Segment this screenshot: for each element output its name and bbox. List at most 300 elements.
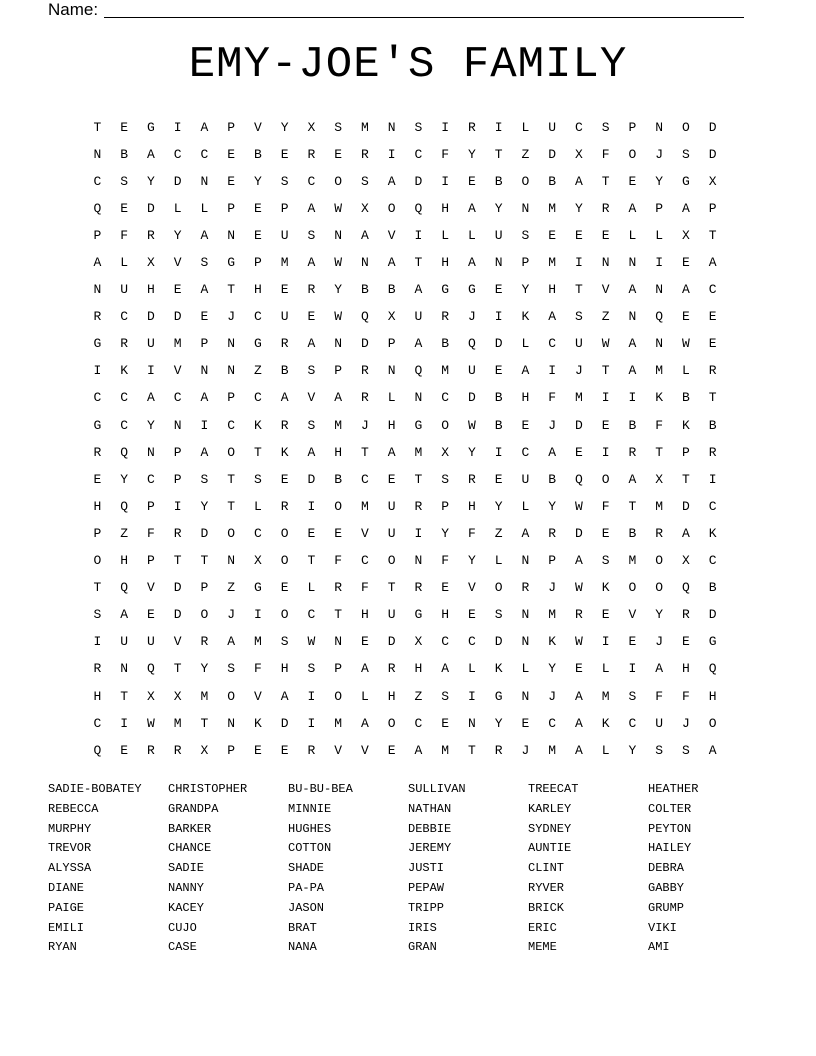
grid-letter: F — [655, 417, 664, 433]
grid-letter: V — [467, 580, 476, 596]
grid-letter: P — [548, 553, 557, 569]
grid-letter: A — [387, 255, 396, 271]
grid-letter: R — [307, 282, 316, 298]
grid-letter: D — [387, 634, 396, 650]
grid-letter: P — [146, 553, 155, 569]
grid-letter: A — [307, 444, 316, 460]
grid-letter: M — [548, 255, 557, 271]
word-item: AMI — [648, 940, 670, 955]
grid-letter: H — [441, 607, 450, 623]
grid-letter: E — [307, 525, 316, 541]
grid-letter: O — [655, 553, 664, 569]
grid-letter: W — [574, 580, 583, 596]
grid-letter: E — [467, 173, 476, 189]
grid-letter: M — [280, 255, 289, 271]
word-item: TREECAT — [528, 782, 579, 796]
grid-letter: T — [173, 553, 182, 569]
grid-letter: C — [360, 471, 369, 487]
grid-letter: R — [334, 580, 343, 596]
grid-letter: Y — [548, 498, 557, 514]
grid-letter: K — [681, 417, 690, 433]
grid-letter: E — [227, 146, 236, 162]
word-item: CHANCE — [168, 841, 212, 856]
grid-letter: Q — [93, 742, 102, 758]
grid-letter: O — [521, 173, 530, 189]
grid-letter: E — [441, 580, 450, 596]
grid-letter: R — [93, 444, 102, 460]
grid-letter: P — [173, 471, 182, 487]
grid-letter: O — [280, 607, 289, 623]
grid-letter: E — [334, 146, 343, 162]
grid-letter: J — [227, 309, 236, 325]
grid-letter: L — [601, 661, 610, 677]
grid-letter: A — [200, 119, 209, 135]
grid-letter: U — [387, 498, 396, 514]
grid-letter: B — [494, 390, 503, 406]
grid-letter: G — [227, 255, 236, 271]
grid-letter: E — [494, 363, 503, 379]
word-item: KARLEY — [528, 801, 572, 816]
grid-letter: E — [628, 173, 637, 189]
grid-letter: Y — [146, 417, 155, 433]
grid-letter: K — [253, 715, 262, 731]
grid-letter: C — [574, 119, 583, 135]
grid-letter: N — [655, 336, 664, 352]
grid-letter: Q — [414, 200, 423, 216]
grid-letter: M — [628, 553, 637, 569]
grid-row — [84, 114, 726, 141]
grid-letter: T — [307, 553, 316, 569]
grid-letter: R — [146, 742, 155, 758]
grid-letter: I — [307, 688, 316, 704]
grid-row — [84, 548, 726, 575]
grid-letter: R — [307, 742, 316, 758]
grid-letter: O — [280, 525, 289, 541]
grid-letter: R — [93, 309, 102, 325]
grid-letter: L — [521, 661, 530, 677]
grid-letter: S — [681, 742, 690, 758]
grid-letter: E — [120, 742, 129, 758]
grid-letter: L — [441, 227, 450, 243]
grid-letter: E — [601, 525, 610, 541]
grid-letter: E — [93, 471, 102, 487]
grid-letter: J — [227, 607, 236, 623]
grid-letter: H — [120, 553, 129, 569]
grid-letter: N — [467, 715, 476, 731]
grid-letter: Z — [414, 688, 423, 704]
grid-letter: H — [280, 661, 289, 677]
grid-row — [84, 493, 726, 520]
word-item: JASON — [288, 900, 325, 915]
grid-letter: H — [681, 661, 690, 677]
word-item: GRAN — [408, 940, 437, 955]
grid-letter: K — [521, 309, 530, 325]
grid-letter: G — [414, 417, 423, 433]
word-item: MURPHY — [48, 821, 92, 836]
grid-letter: A — [708, 255, 717, 271]
word-item: SADIE — [168, 861, 205, 876]
grid-letter: N — [521, 607, 530, 623]
grid-letter: G — [414, 607, 423, 623]
grid-letter: E — [681, 255, 690, 271]
grid-letter: D — [574, 525, 583, 541]
grid-letter: A — [227, 634, 236, 650]
grid-letter: C — [414, 715, 423, 731]
grid-letter: U — [521, 471, 530, 487]
grid-letter: L — [467, 661, 476, 677]
grid-letter: N — [227, 715, 236, 731]
grid-letter: X — [655, 471, 664, 487]
grid-letter: M — [414, 444, 423, 460]
grid-letter: E — [601, 227, 610, 243]
grid-letter: Z — [120, 525, 129, 541]
grid-letter: I — [146, 363, 155, 379]
grid-letter: C — [253, 525, 262, 541]
grid-letter: E — [708, 336, 717, 352]
word-item: REBECCA — [48, 801, 99, 816]
grid-letter: G — [708, 634, 717, 650]
grid-letter: I — [253, 607, 262, 623]
grid-letter: K — [601, 580, 610, 596]
grid-letter: I — [441, 173, 450, 189]
grid-letter: K — [253, 417, 262, 433]
grid-letter: E — [441, 715, 450, 731]
grid-letter: W — [601, 336, 610, 352]
grid-row — [84, 466, 726, 493]
grid-letter: A — [628, 282, 637, 298]
grid-letter: E — [387, 742, 396, 758]
grid-letter: P — [173, 444, 182, 460]
grid-letter: I — [601, 634, 610, 650]
grid-letter: L — [601, 742, 610, 758]
grid-row — [84, 168, 726, 195]
grid-letter: T — [574, 282, 583, 298]
word-item: BARKER — [168, 821, 212, 836]
grid-letter: X — [253, 553, 262, 569]
grid-letter: O — [227, 444, 236, 460]
grid-letter: S — [307, 363, 316, 379]
grid-letter: B — [280, 363, 289, 379]
grid-letter: E — [120, 200, 129, 216]
grid-letter: U — [655, 715, 664, 731]
grid-letter: E — [146, 607, 155, 623]
grid-letter: O — [628, 580, 637, 596]
grid-letter: N — [200, 363, 209, 379]
grid-letter: L — [655, 227, 664, 243]
grid-letter: S — [414, 119, 423, 135]
grid-letter: V — [173, 634, 182, 650]
grid-letter: Y — [467, 553, 476, 569]
grid-letter: S — [628, 688, 637, 704]
grid-letter: F — [360, 580, 369, 596]
grid-letter: E — [574, 444, 583, 460]
grid-letter: E — [280, 471, 289, 487]
grid-letter: I — [414, 525, 423, 541]
word-item: KACEY — [168, 900, 205, 915]
grid-letter: A — [280, 390, 289, 406]
grid-letter: C — [548, 715, 557, 731]
grid-letter: T — [200, 715, 209, 731]
grid-letter: O — [708, 715, 717, 731]
grid-letter: K — [655, 390, 664, 406]
word-column — [528, 780, 648, 958]
grid-letter: H — [360, 607, 369, 623]
grid-letter: N — [227, 553, 236, 569]
grid-letter: X — [200, 742, 209, 758]
grid-letter: H — [521, 390, 530, 406]
grid-letter: N — [334, 336, 343, 352]
word-item: DIANE — [48, 880, 85, 895]
word-item: NATHAN — [408, 801, 452, 816]
grid-letter: H — [467, 498, 476, 514]
word-column — [648, 780, 768, 958]
grid-letter: A — [360, 715, 369, 731]
grid-letter: S — [200, 255, 209, 271]
grid-letter: R — [628, 444, 637, 460]
word-item: COTTON — [288, 841, 332, 856]
grid-letter: N — [334, 227, 343, 243]
grid-letter: C — [253, 309, 262, 325]
word-item: VIKI — [648, 920, 677, 935]
grid-letter: U — [120, 634, 129, 650]
grid-letter: A — [467, 200, 476, 216]
grid-letter: B — [494, 417, 503, 433]
grid-row — [84, 520, 726, 547]
grid-letter: T — [227, 282, 236, 298]
grid-letter: Q — [360, 309, 369, 325]
grid-letter: A — [628, 471, 637, 487]
grid-letter: P — [655, 200, 664, 216]
grid-letter: Y — [548, 661, 557, 677]
grid-letter: N — [334, 634, 343, 650]
grid-letter: P — [628, 119, 637, 135]
word-column — [408, 780, 528, 958]
grid-letter: G — [93, 336, 102, 352]
puzzle-title: EMY-JOE'S FAMILY — [188, 40, 628, 90]
grid-letter: D — [574, 417, 583, 433]
word-item: SHADE — [288, 861, 325, 876]
grid-letter: O — [655, 580, 664, 596]
word-item: ALYSSA — [48, 861, 92, 876]
word-item: GRANDPA — [168, 801, 219, 816]
grid-letter: M — [441, 363, 450, 379]
grid-letter: L — [681, 363, 690, 379]
grid-letter: P — [200, 336, 209, 352]
grid-letter: M — [334, 417, 343, 433]
grid-letter: J — [655, 146, 664, 162]
grid-letter: R — [360, 363, 369, 379]
grid-letter: E — [280, 580, 289, 596]
grid-letter: O — [227, 525, 236, 541]
grid-letter: Q — [120, 580, 129, 596]
word-item: NANA — [288, 940, 317, 955]
grid-letter: E — [467, 607, 476, 623]
grid-letter: D — [548, 146, 557, 162]
grid-letter: E — [173, 282, 182, 298]
grid-letter: M — [655, 498, 664, 514]
grid-letter: V — [628, 607, 637, 623]
grid-letter: G — [467, 282, 476, 298]
grid-letter: K — [494, 661, 503, 677]
word-item: SYDNEY — [528, 821, 572, 836]
grid-letter: S — [360, 173, 369, 189]
grid-letter: I — [548, 363, 557, 379]
word-item: MINNIE — [288, 801, 332, 816]
grid-letter: S — [441, 688, 450, 704]
grid-letter: S — [681, 146, 690, 162]
grid-letter: O — [334, 498, 343, 514]
grid-letter: W — [574, 498, 583, 514]
grid-letter: A — [360, 227, 369, 243]
grid-letter: D — [494, 336, 503, 352]
grid-letter: O — [441, 417, 450, 433]
grid-letter: L — [120, 255, 129, 271]
grid-letter: W — [681, 336, 690, 352]
grid-letter: A — [414, 336, 423, 352]
grid-letter: R — [708, 444, 717, 460]
grid-letter: V — [173, 363, 182, 379]
grid-letter: Q — [655, 309, 664, 325]
word-item: GABBY — [648, 880, 685, 895]
grid-letter: D — [173, 173, 182, 189]
grid-letter: E — [548, 227, 557, 243]
grid-letter: I — [387, 146, 396, 162]
name-field — [48, 0, 744, 18]
grid-letter: U — [120, 282, 129, 298]
grid-letter: U — [387, 607, 396, 623]
grid-letter: C — [93, 173, 102, 189]
word-item: TRIPP — [408, 900, 445, 915]
grid-row — [84, 656, 726, 683]
word-item: CUJO — [168, 920, 197, 935]
grid-letter: X — [681, 553, 690, 569]
grid-letter: C — [120, 417, 129, 433]
word-item: NANNY — [168, 880, 205, 895]
grid-letter: P — [227, 200, 236, 216]
grid-letter: R — [681, 607, 690, 623]
grid-row — [84, 439, 726, 466]
letter-grid — [84, 114, 726, 764]
grid-letter: Y — [521, 282, 530, 298]
grid-letter: B — [441, 336, 450, 352]
grid-letter: U — [548, 119, 557, 135]
grid-letter: B — [334, 471, 343, 487]
grid-letter: F — [601, 146, 610, 162]
grid-letter: D — [173, 309, 182, 325]
word-item: JEREMY — [408, 841, 452, 856]
grid-letter: X — [681, 227, 690, 243]
grid-letter: O — [681, 119, 690, 135]
grid-letter: N — [227, 336, 236, 352]
word-item: TREVOR — [48, 841, 92, 856]
grid-letter: W — [146, 715, 155, 731]
grid-letter: R — [655, 525, 664, 541]
grid-letter: M — [574, 390, 583, 406]
grid-letter: S — [574, 309, 583, 325]
grid-letter: P — [227, 390, 236, 406]
grid-letter: F — [601, 498, 610, 514]
grid-row — [84, 385, 726, 412]
grid-letter: T — [334, 607, 343, 623]
grid-row — [84, 222, 726, 249]
grid-letter: K — [280, 444, 289, 460]
grid-letter: E — [280, 282, 289, 298]
grid-letter: N — [173, 417, 182, 433]
grid-letter: Y — [280, 119, 289, 135]
grid-letter: T — [601, 363, 610, 379]
grid-letter: A — [548, 309, 557, 325]
grid-letter: T — [708, 227, 717, 243]
grid-letter: D — [494, 634, 503, 650]
grid-letter: C — [628, 715, 637, 731]
grid-letter: R — [548, 525, 557, 541]
grid-letter: A — [200, 444, 209, 460]
grid-letter: A — [574, 742, 583, 758]
grid-letter: S — [307, 417, 316, 433]
grid-letter: C — [307, 607, 316, 623]
word-item: EMILI — [48, 920, 85, 935]
grid-letter: J — [548, 688, 557, 704]
grid-letter: Y — [574, 200, 583, 216]
grid-letter: E — [681, 634, 690, 650]
grid-letter: R — [280, 336, 289, 352]
grid-letter: A — [307, 200, 316, 216]
grid-letter: L — [521, 119, 530, 135]
grid-letter: Y — [173, 227, 182, 243]
grid-letter: N — [120, 661, 129, 677]
grid-letter: A — [574, 553, 583, 569]
grid-letter: J — [574, 363, 583, 379]
grid-letter: C — [93, 390, 102, 406]
word-item: CLINT — [528, 861, 565, 876]
grid-letter: N — [387, 363, 396, 379]
word-item: RYVER — [528, 880, 565, 895]
grid-letter: L — [387, 390, 396, 406]
grid-letter: N — [521, 634, 530, 650]
grid-letter: A — [574, 173, 583, 189]
grid-letter: U — [280, 309, 289, 325]
grid-letter: Y — [200, 661, 209, 677]
grid-letter: R — [360, 146, 369, 162]
grid-letter: U — [494, 227, 503, 243]
grid-letter: X — [146, 255, 155, 271]
grid-letter: S — [601, 119, 610, 135]
grid-letter: O — [334, 688, 343, 704]
grid-letter: O — [387, 200, 396, 216]
grid-letter: F — [681, 688, 690, 704]
grid-letter: J — [467, 309, 476, 325]
grid-letter: R — [307, 146, 316, 162]
grid-letter: Y — [120, 471, 129, 487]
grid-letter: M — [334, 715, 343, 731]
grid-letter: S — [120, 173, 129, 189]
grid-letter: P — [387, 336, 396, 352]
grid-letter: E — [574, 227, 583, 243]
grid-row — [84, 304, 726, 331]
grid-letter: L — [360, 688, 369, 704]
grid-letter: C — [441, 390, 450, 406]
grid-letter: I — [628, 661, 637, 677]
grid-letter: M — [253, 634, 262, 650]
grid-row — [84, 412, 726, 439]
grid-letter: Q — [120, 444, 129, 460]
grid-letter: U — [467, 363, 476, 379]
grid-letter: G — [253, 580, 262, 596]
grid-letter: A — [307, 255, 316, 271]
grid-letter: K — [708, 525, 717, 541]
grid-letter: T — [200, 553, 209, 569]
grid-letter: L — [173, 200, 182, 216]
